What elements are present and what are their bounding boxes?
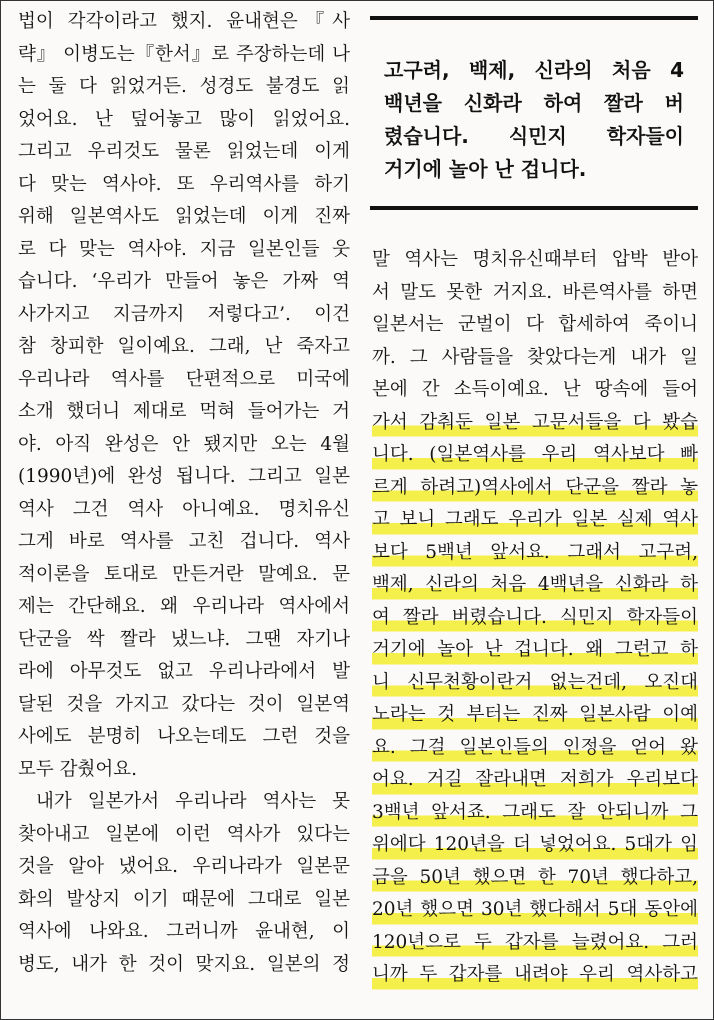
text-line: 사에도 분명히 나오는데도 그런 것을 (18, 726, 350, 747)
text-line: 병도, 내가 한 것이 맞지요. 일본의 정 (18, 953, 350, 975)
pull-quote-text (384, 54, 684, 186)
highlighted-text-line: 니까 두 갑자를 내려야 우리 역사하고 (372, 959, 698, 992)
text-line: 서 말도 못한 거지요. 바른역사를 하면 (372, 281, 698, 303)
pull-quote-line: 백년을 신화라 하여 짤라 버 (384, 91, 684, 115)
pull-quote-top-rule (370, 16, 698, 20)
text-line: 찾아내고 일본에 이런 역사가 있다는 (18, 823, 350, 845)
text-line: 까. 그 사람들을 찾았다는게 내가 일 (372, 346, 698, 368)
text-line: 제는 간단해요. 왜 우리나라 역사에서 (18, 596, 350, 617)
text-line: 다 맞는 역사야. 또 우리역사를 하기 (18, 173, 350, 195)
highlighted-text-line: 금을 50년 했으면 한 70년 했다하고, (372, 862, 698, 895)
highlighted-text-line: 요. 그걸 일본인들의 인정을 얻어 왔 (372, 732, 698, 765)
text-line: 습니다. ‘우리가 만들어 놓은 가짜 역 (18, 271, 350, 292)
text-line: 것을 알아 냈어요. 우리나라가 일본문 (18, 856, 350, 877)
highlighted-text-line: 니 신무천황이란거 없는건데, 오진대 (372, 667, 698, 700)
highlighted-text-line: 3백년 앞서죠. 그래도 잘 안되니까 그 (372, 797, 698, 830)
highlighted-text-line: 가서 감춰둔 일본 고문서들을 다 봤습 (372, 407, 698, 440)
text-line: (1990년)에 완성 됩니다. 그리고 일본 (18, 466, 350, 487)
text-line: 적이론을 토대로 만든거란 말예요. 문 (18, 563, 350, 585)
text-line: 라에 아무것도 없고 우리나라에서 발 (18, 661, 350, 682)
text-line: 위해 일본역사도 읽었는데 이게 진짜 (18, 206, 350, 227)
text-line: 로 다 맞는 역사야. 지금 일본인들 웃 (18, 238, 350, 260)
pull-quote-line: 렸습니다. 식민지 학자들이 (384, 124, 684, 148)
text-line: 야. 아직 완성은 안 됐지만 오는 4월 (18, 433, 350, 455)
text-line: 었어요. 난 덮어놓고 많이 읽었어요. (18, 108, 350, 130)
text-line: 참 창피한 일이예요. 그래, 난 죽자고 (18, 336, 350, 357)
text-line: 모두 감췄어요. (18, 758, 137, 780)
highlighted-text-line: 위에다 120년을 더 넣었어요. 5대가 임 (372, 829, 698, 862)
highlighted-text-line: 르게 하려고)역사에서 단군을 짤라 놓 (372, 472, 698, 505)
text-line: 단군을 싹 짤라 냈느냐. 그땐 자기나 (18, 628, 350, 650)
highlighted-text-line: 어요. 거길 잘라내면 저희가 우리보다 (372, 764, 698, 797)
text-line: 역사에 나와요. 그러니까 윤내현, 이 (18, 921, 350, 942)
text-line: 소개 했더니 제대로 먹혀 들어가는 거 (18, 401, 350, 422)
highlighted-text-line: 백제, 신라의 처음 4백년을 신화라 하 (372, 569, 698, 602)
highlighted-text-line: 보다 5백년 앞서요. 그래서 고구려, (372, 537, 698, 570)
right-text-column (372, 244, 698, 992)
pull-quote-line: 고구려, 백제, 신라의 처음 4 (384, 58, 684, 82)
highlighted-text-line: 120년으로 두 갑자를 늘렸어요. 그러 (372, 927, 698, 960)
pull-quote (370, 16, 698, 208)
text-line: 법이 각각이라고 했지. 윤내현은『사 (18, 11, 350, 32)
text-line: 는 둘 다 읽었거든. 성경도 불경도 읽 (18, 76, 350, 97)
highlighted-text-line: 노라는 것 부터는 진짜 일본사람 이예 (372, 699, 698, 732)
text-line: 그리고 우리것도 물론 읽었는데 이게 (18, 141, 350, 162)
text-line: 본에 간 소득이예요. 난 땅속에 들어 (372, 379, 698, 400)
highlighted-text-line: 거기에 놀아 난 겁니다. 왜 그런고 하 (372, 634, 698, 667)
text-line: 략』 이병도는『한서』로 주장하는데 나 (18, 43, 350, 65)
text-line: 우리나라 역사를 단편적으로 미국에 (18, 368, 350, 390)
text-line: 사가지고 지금까지 저렇다고’. 이건 (18, 303, 350, 325)
pull-quote-bottom-rule (370, 206, 698, 210)
text-line: 그게 바로 역사를 고친 겁니다. 역사 (18, 531, 350, 552)
highlighted-text-line: 여 짤라 버렸습니다. 식민지 학자들이 (372, 602, 698, 635)
text-line: 말 역사는 명치유신때부터 압박 받아 (372, 249, 698, 270)
left-text-column (18, 6, 350, 981)
text-line: 화의 발상지 이기 때문에 그대로 일본 (18, 888, 350, 910)
highlighted-text-line: 니다. (일본역사를 우리 역사보다 빠 (372, 439, 698, 472)
highlighted-text-line: 고 보니 그래도 우리가 일본 실제 역사 (372, 504, 698, 537)
text-line: 달된 것을 가지고 갔다는 것이 일본역 (18, 693, 350, 715)
highlighted-text-line: 20년 했으면 30년 했다해서 5대 동안에 (372, 894, 698, 927)
text-line: 내가 일본가서 우리나라 역사는 못 (36, 791, 350, 812)
text-line: 역사 그건 역사 아니예요. 명치유신 (18, 498, 350, 520)
text-line: 일본서는 군벌이 다 합세하여 죽이니 (372, 314, 698, 335)
pull-quote-line: 거기에 놀아 난 겁니다. (384, 157, 587, 181)
